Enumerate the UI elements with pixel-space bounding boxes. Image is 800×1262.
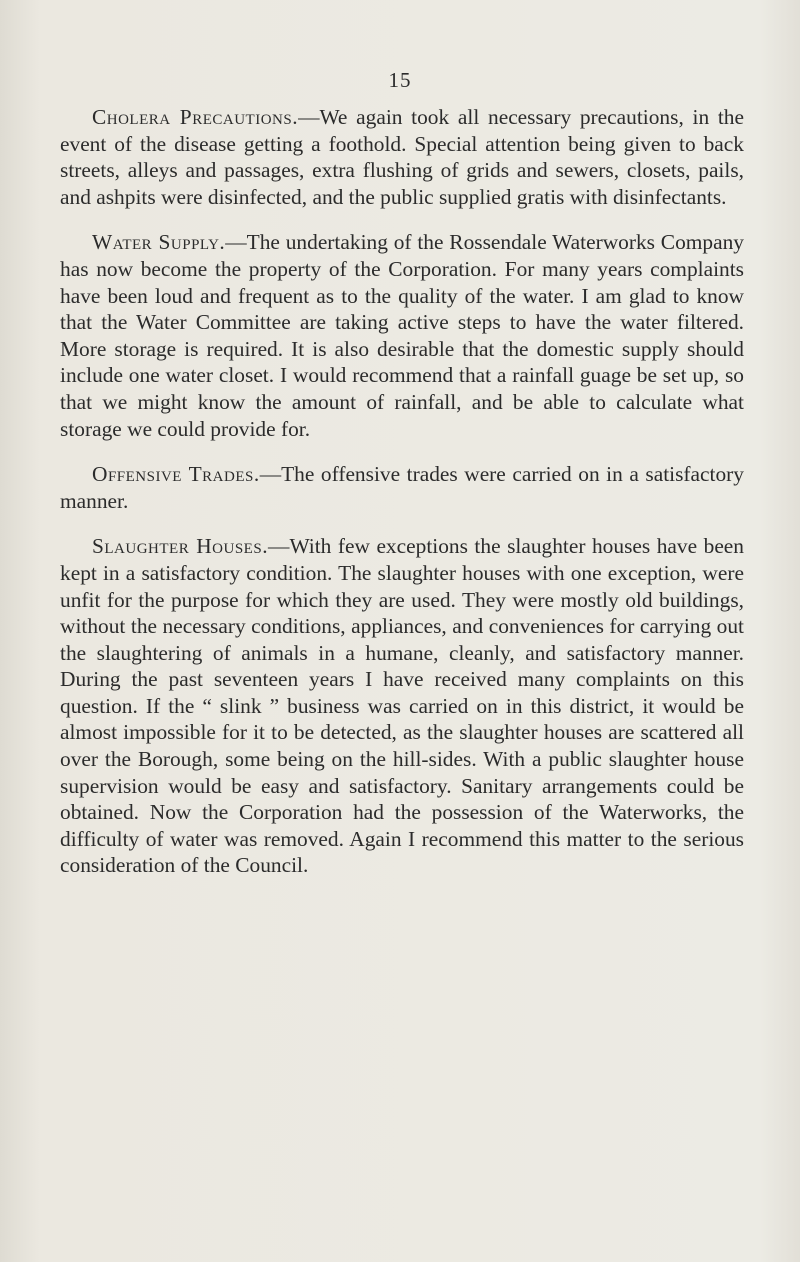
section-heading: Offensive Trades. [92, 462, 260, 487]
section-offensive-trades [60, 461, 744, 514]
section-heading: Water Supply. [92, 230, 226, 255]
section-water-supply [60, 229, 744, 442]
section-text: —The offensive trades were carried on in a satisfactory manner. [60, 462, 744, 513]
page-number: 15 [388, 68, 412, 92]
section-text: —We again took all necessary precautions, in the event of the disease getting a foothold. Special attention being given to back streets, alleys and passages, extra flushing of grids and sewers, closets, pails, and ashpits were disinfected, and the public supplied gratis with disinfectants. [60, 105, 744, 209]
section-slaughter-houses [60, 533, 744, 879]
section-heading: Slaughter Houses. [92, 534, 269, 559]
section-cholera-precautions [60, 104, 744, 210]
section-text: —With few exceptions the slaughter houses have been kept in a satisfactory condition. The slaughter houses with one exception, were unfit for the purpose for which they are used. They were mostly old buildings, without the necessary conditions, appliances, and conveniences for carrying out the slaughtering of animals in a humane, cleanly, and satisfactory manner. During the past seventeen years I have received many complaints on this question. If the “ slink ” business was carried on in this district, it would be almost impossible for it to be detected, as the slaughter houses are scattered all over the Borough, some being on the hill-sides. With a public slaughter house supervision would be easy and satisfactory. Sanitary arrangements could be obtained. Now the Corporation had the possession of the Waterworks, the difficulty of water was removed. Again I recommend this matter to the serious consideration of the Council. [60, 534, 745, 878]
document-body [60, 104, 744, 898]
section-heading: Cholera Precautions. [92, 105, 299, 129]
section-text: —The undertaking of the Rossendale Waterworks Company has now become the property of the Corporation. For many years complaints have been loud and frequent as to the quality of the water. I am glad to know that the Water Committee are taking active steps to have the water filtered. More storage is required. It is also desirable that the domestic supply should include one water closet. I would recommend that a rainfall guage be set up, so that we might know the amount of rainfall, and be able to calculate what storage we could provide for. [60, 230, 744, 441]
